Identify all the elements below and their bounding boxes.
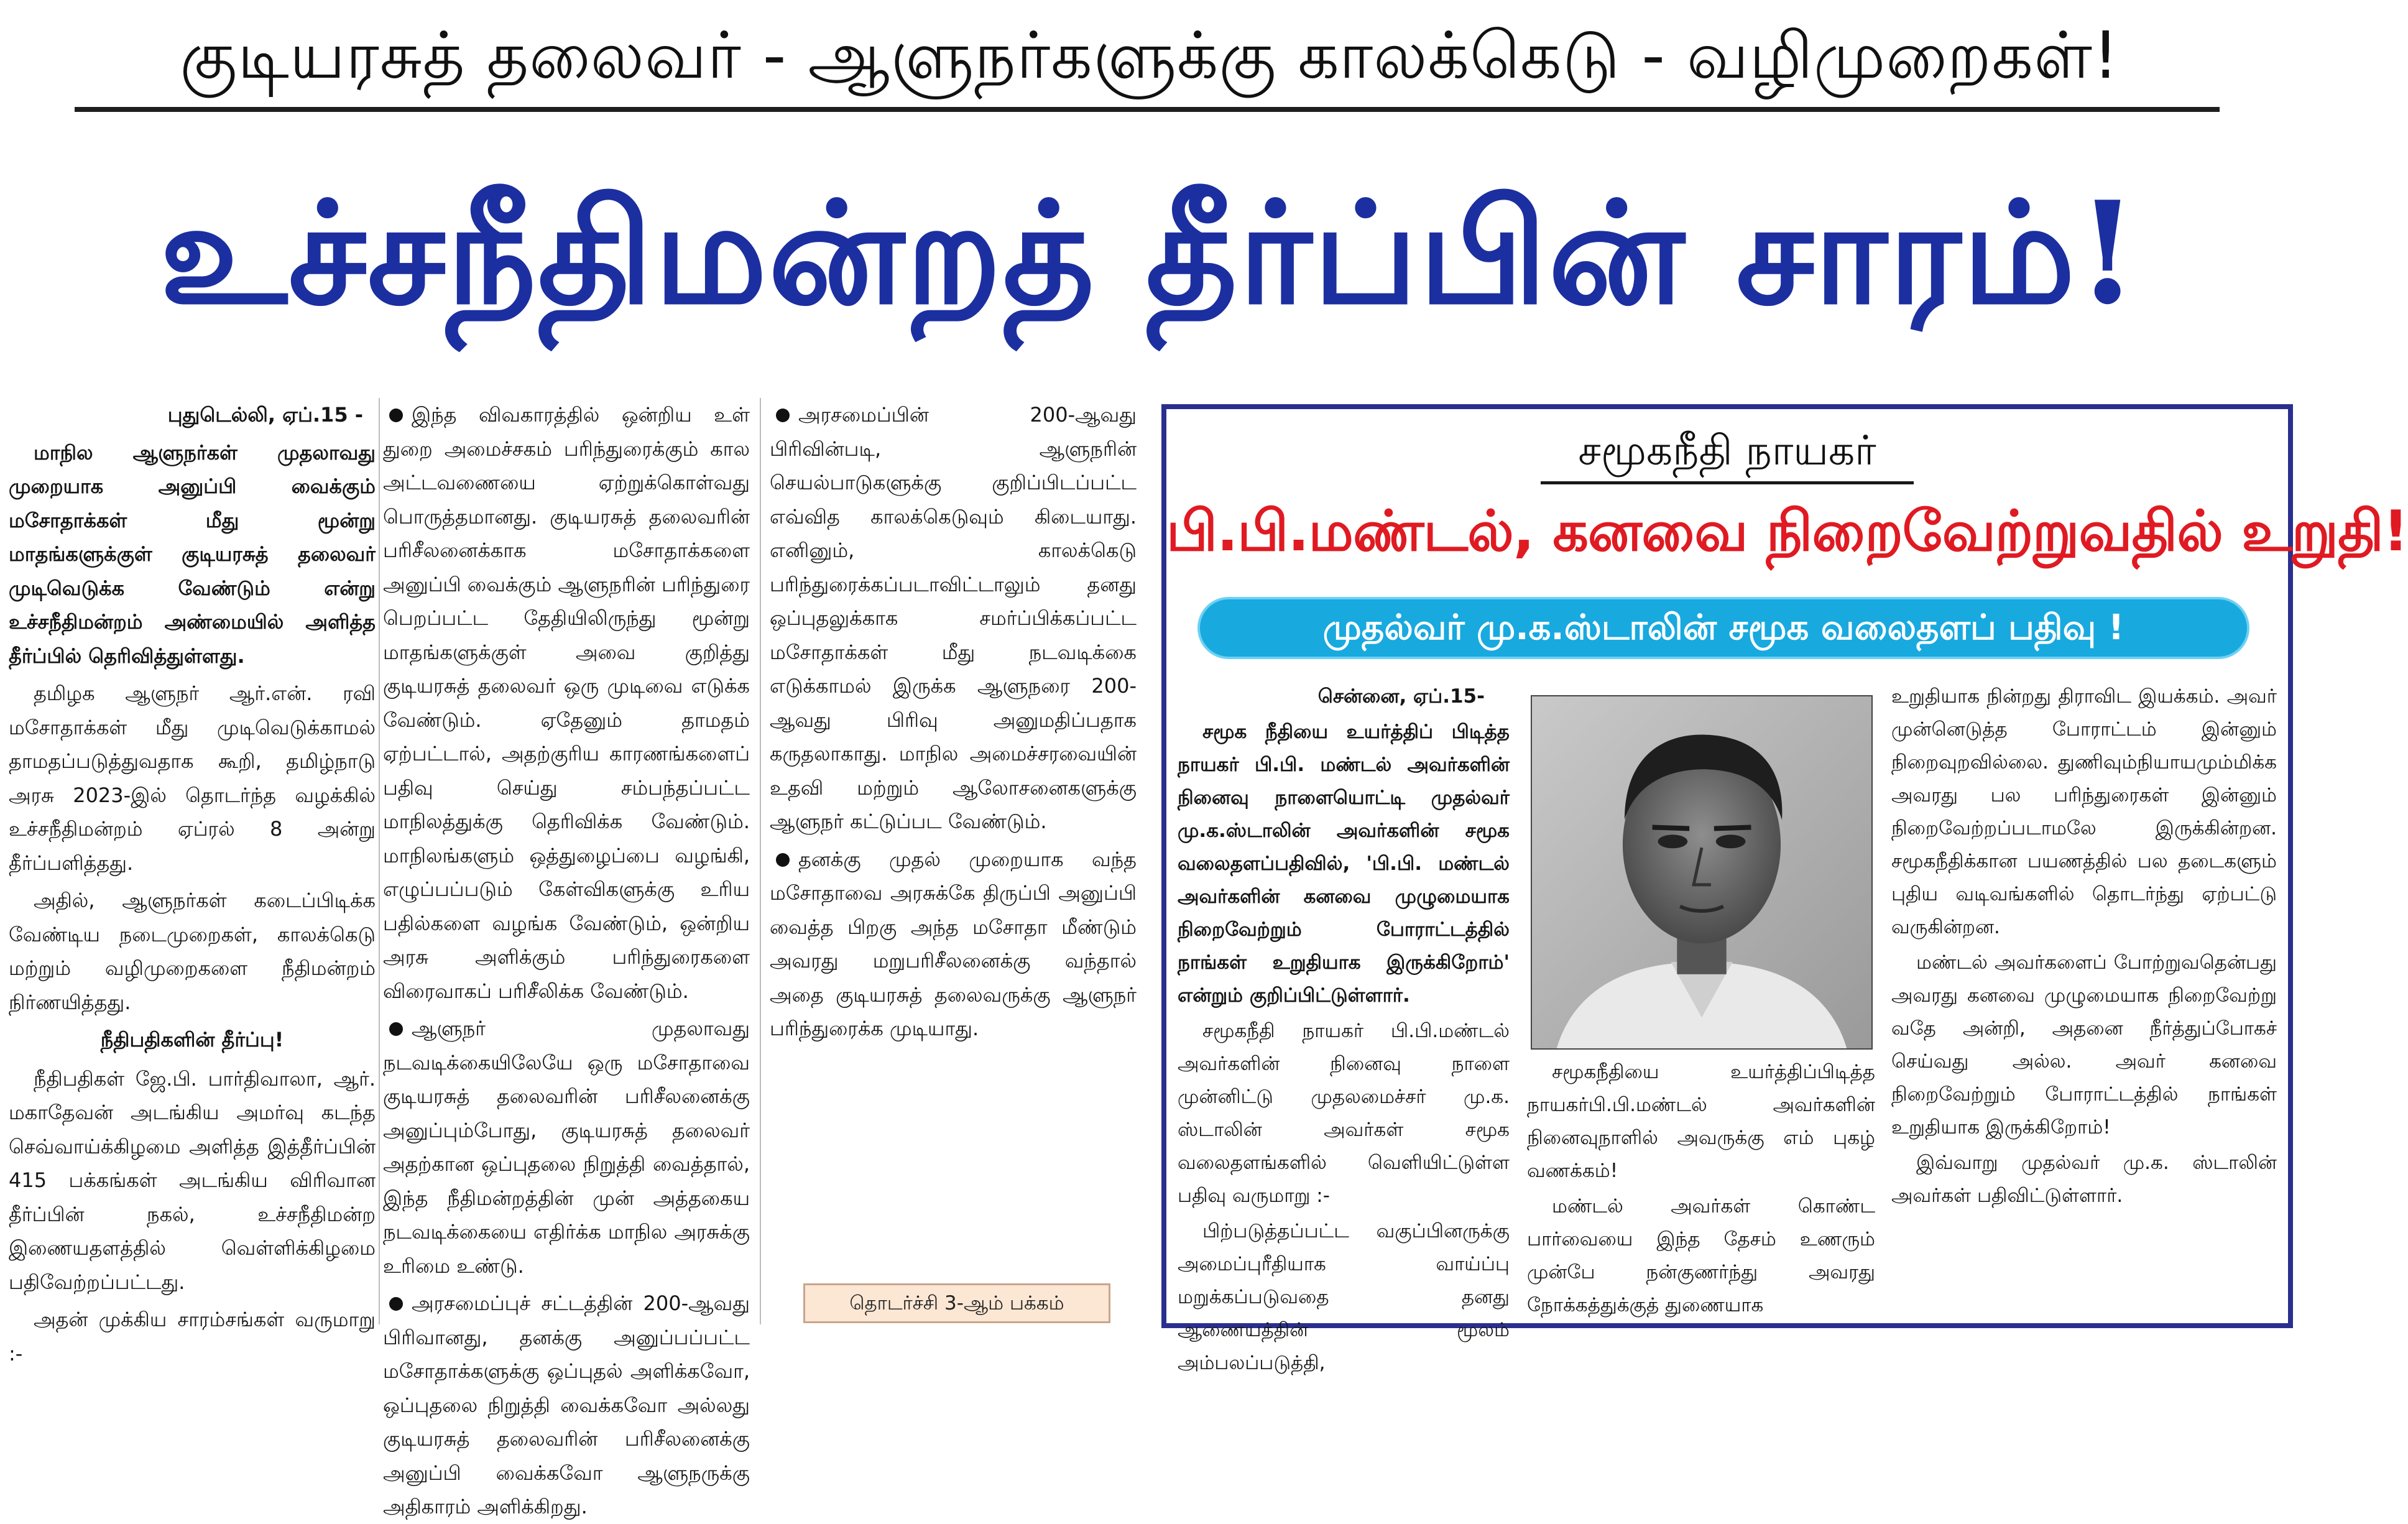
bullet-text: அரசமைப்புச் சட்டத்தின் 200-ஆவது பிரிவானது, தனக்கு அனுப்பப்பட்ட மசோதாக்களுக்கு ஒப்புதல் அளிக்கவோ, ஒப்புதலை நிறுத்தி வைக்கவோ அல்லது குடியரசுத் தலைவரின் பரிசீலனைக்கு அனுப்பி வைக்கவோ ஆளுநருக்கு அதிகாரம் அளிக்கிறது.	[383, 1291, 750, 1518]
bullet-icon	[389, 409, 403, 422]
bullet-icon	[776, 853, 790, 867]
continued-on-page-3[interactable]: தொடர்ச்சி 3-ஆம் பக்கம்	[803, 1283, 1110, 1323]
sidebar-kicker-rule	[1541, 481, 1914, 484]
sidebar-column-2	[1527, 1056, 1875, 1327]
sidebar-paragraph-1: சமூகநீதி நாயகர் பி.பி.மண்டல் அவர்களின் நினைவு நாளை முன்னிட்டு முதலமைச்சர் மு.க. ஸ்டாலின் அவர்கள் சமூக வலைதளங்களில் வெளியிட்டுள்ள பதிவு வருமாறு :-	[1178, 1020, 1510, 1207]
bullet-item	[770, 843, 1137, 1046]
bullet-text: தனக்கு முதல் முறையாக வந்த மசோதாவை அரசுக்கே திருப்பி அனுப்பி வைத்த பிறகு அந்த மசோதா மீண்டும் அவரது மறுபரிசீலனைக்கு வந்தால் அதை குடியரசுத் தலைவருக்கு ஆளுநர் பரிந்துரைக்க முடியாது.	[770, 847, 1137, 1040]
sidebar-paragraph-5: உறுதியாக நின்றது திராவிட இயக்கம். அவர் முன்னெடுத்த போராட்டம் இன்னும் நிறைவுறவில்லை. துணிவும்நியாயமும்மிக்க அவரது பல பரிந்துரைகள் இன்னும் நிறைவேற்றப்படாமலே இருக்கின்றன. சமூகநீதிக்கான பயணத்தில் பல தடைகளும் புதிய வடிவங்களில் தொடர்ந்து ஏற்பட்டு வருகின்றன.	[1891, 685, 2277, 938]
paragraph-1: தமிழக ஆளுநர் ஆர்.என். ரவி மசோதாக்கள் மீது முடிவெடுக்காமல் தாமதப்படுத்துவதாக கூறி, தமிழ்நாடு அரசு 2023-இல் தொடர்ந்த வழக்கில் உச்சநீதிமன்றம் ஏப்ரல் 8 அன்று தீர்ப்பளித்தது.	[9, 681, 376, 875]
bullet-icon	[776, 409, 790, 422]
column-rule	[379, 398, 380, 1324]
sidebar-paragraph-2: பிற்படுத்தப்பட்ட வகுப்பினருக்கு அமைப்புரீதியாக வாய்ப்பு மறுக்கப்படுவதை தனது ஆணையத்தின் மூலம் அம்பலப்படுத்தி,	[1178, 1220, 1510, 1374]
paragraph-2: அதில், ஆளுநர்கள் கடைப்பிடிக்க வேண்டிய நடைமுறைகள், காலக்கெடு மற்றும் வழிமுறைகளை நீதிமன்றம் நிர்ணயித்தது.	[9, 889, 376, 1014]
kicker-headline: குடியரசுத் தலைவர் - ஆளுநர்களுக்கு காலக்கெடு - வழிமுறைகள்!	[180, 17, 2120, 93]
sidebar-box	[1161, 404, 2408, 1374]
bullet-text: அரசமைப்பின் 200-ஆவது பிரிவின்படி, ஆளுநரின் செயல்பாடுகளுக்கு குறிப்பிடப்பட்ட எவ்வித காலக்கெடுவும் கிடையாது. எனினும், காலக்கெடு பரிந்துரைக்கப்படாவிட்டாலும் தனது ஒப்புதலுக்காக சமர்ப்பிக்கப்பட்ட மசோதாக்கள் மீது நடவடிக்கை எடுக்காமல் இருக்க ஆளுநரை 200-ஆவது பிரிவு அனுமதிப்பதாக கருதலாகாது. மாநில அமைச்சரவையின் உதவி மற்றும் ஆலோசனைகளுக்கு ஆளுநர் கட்டுப்பட வேண்டும்.	[770, 403, 1137, 833]
sidebar-headline: பி.பி.மண்டல், கனவை நிறைவேற்றுவதில் உறுதி!	[1166, 499, 2408, 564]
sidebar-paragraph-4: மண்டல் அவர்கள் கொண்ட பார்வையை இந்த தேசம் உணரும் முன்பே நன்குணர்ந்து அவரது நோக்கத்துக்குத் துணையாக	[1527, 1195, 1875, 1316]
article-column-1	[9, 398, 376, 1365]
kicker-rule	[75, 107, 2220, 112]
portrait-illustration	[1532, 696, 1871, 1048]
sidebar-column-3	[1891, 680, 2277, 1327]
bullet-item	[383, 398, 750, 1008]
sidebar-paragraph-7: இவ்வாறு முதல்வர் மு.க. ஸ்டாலின் அவர்கள் பதிவிட்டுள்ளார்.	[1891, 1152, 2277, 1207]
sidebar-lead: சமூக நீதியை உயர்த்திப் பிடித்த நாயகர் பி.பி. மண்டல் அவர்களின் நினைவு நாளையொட்டி முதல்வர் மு.க.ஸ்டாலின் அவர்களின் சமூக வலைதளப்பதிவில், 'பி.பி. மண்டல் அவர்களின் கனவை முழுமையாக நிறைவேற்றும் போராட்டத்தில் நாங்கள் உறுதியாக இருக்கிறோம்' என்றும் குறிப்பிட்டுள்ளார்.	[1178, 721, 1510, 1007]
paragraph-4: அதன் முக்கிய சாரம்சங்கள் வருமாறு :-	[9, 1308, 376, 1365]
article-column-3	[770, 398, 1137, 1275]
paragraph-3: நீதிபதிகள் ஜே.பி. பார்திவாலா, ஆர். மகாதேவன் அடங்கிய அமர்வு கடந்த செவ்வாய்க்கிழமை அளித்த இத்தீர்ப்பின் 415 பக்கங்கள் அடங்கிய விரிவான தீர்ப்பின் நகல், உச்சநீதிமன்ற இணையதளத்தில் வெள்ளிக்கிழமை பதிவேற்றப்பட்டது.	[9, 1066, 376, 1294]
column-rule	[760, 398, 761, 1324]
bullet-icon	[389, 1022, 403, 1036]
article-column-2	[383, 398, 750, 1518]
dateline: புதுடெல்லி, ஏப்.15 -	[167, 403, 363, 427]
sidebar-paragraph-6: மண்டல் அவர்களைப் போற்றுவதென்பது அவரது கனவை முழுமையாக நிறைவேற்று வதே அன்றி, அதனை நீர்த்துப்போகச் செய்வது அல்ல. அவர் கனவை நிறைவேற்றும் போராட்டத்தில் நாங்கள் உறுதியாக இருக்கிறோம்!	[1891, 951, 2277, 1138]
bullet-item	[770, 398, 1137, 839]
lead-paragraph: மாநில ஆளுநர்கள் முதலாவது முறையாக அனுப்பி வைக்கும் மசோதாக்கள் மீது மூன்று மாதங்களுக்குள் குடியரசுத் தலைவர் முடிவெடுக்க வேண்டும் என்று உச்சநீதிமன்றம் அண்மையில் அளித்த தீர்ப்பில் தெரிவித்துள்ளது.	[9, 440, 376, 668]
sidebar-paragraph-3: சமூகநீதியை உயர்த்திப்பிடித்த நாயகர்பி.பி.மண்டல் அவர்களின் நினைவுநாளில் அவருக்கு எம் புகழ் வணக்கம்!	[1527, 1061, 1875, 1182]
bullet-item	[383, 1286, 750, 1524]
bullet-text: இந்த விவகாரத்தில் ஒன்றிய உள் துறை அமைச்சகம் பரிந்துரைக்கும் கால அட்டவணையை ஏற்றுக்கொள்வது பொருத்தமானது. குடியரசுத் தலைவரின் பரிசீலனைக்காக மசோதாக்களை அனுப்பி வைக்கும் ஆளுநரின் பரிந்துரை பெறப்பட்ட தேதியிலிருந்து மூன்று மாதங்களுக்குள் அவை குறித்து குடியரசுத் தலைவர் ஒரு முடிவை எடுக்க வேண்டும். ஏதேனும் தாமதம் ஏற்பட்டால், அதற்குரிய காரணங்களைப் பதிவு செய்து சம்பந்தப்பட்ட மாநிலத்துக்கு தெரிவிக்க வேண்டும். மாநிலங்களும் ஒத்துழைப்பை வழங்கி, எழுப்பப்படும் கேள்விகளுக்கு உரிய பதில்களை வழங்க வேண்டும், ஒன்றிய அரசு அளிக்கும் பரிந்துரைகளை விரைவாகப் பரிசீலிக்க வேண்டும்.	[383, 403, 750, 1003]
bullet-item	[383, 1012, 750, 1283]
sidebar-banner: முதல்வர் மு.க.ஸ்டாலின் சமூக வலைதளப் பதிவு !	[1197, 597, 2249, 659]
main-headline: உச்சநீதிமன்றத் தீர்ப்பின் சாரம்!	[159, 171, 2140, 336]
sidebar-dateline: சென்னை, ஏப்.15-	[1317, 685, 1485, 708]
portrait-photo	[1531, 695, 1873, 1050]
sidebar-kicker: சமூகநீதி நாயகர்	[1578, 427, 1876, 474]
bullet-icon	[389, 1297, 403, 1311]
sidebar-column-1	[1178, 680, 1510, 1374]
bullet-text: ஆளுநர் முதலாவது நடவடிக்கையிலேயே ஒரு மசோதாவை குடியரசுத் தலைவரின் பரிசீலனைக்கு அனுப்பும்போது, குடியரசுத் தலைவர் அதற்கான ஒப்புதலை நிறுத்தி வைத்தால், இந்த நீதிமன்றத்தின் முன் அத்தகைய நடவடிக்கையை எதிர்க்க மாநில அரசுக்கு உரிமை உண்டு.	[383, 1017, 750, 1278]
subheading: நீதிபதிகளின் தீர்ப்பு!	[100, 1028, 284, 1051]
